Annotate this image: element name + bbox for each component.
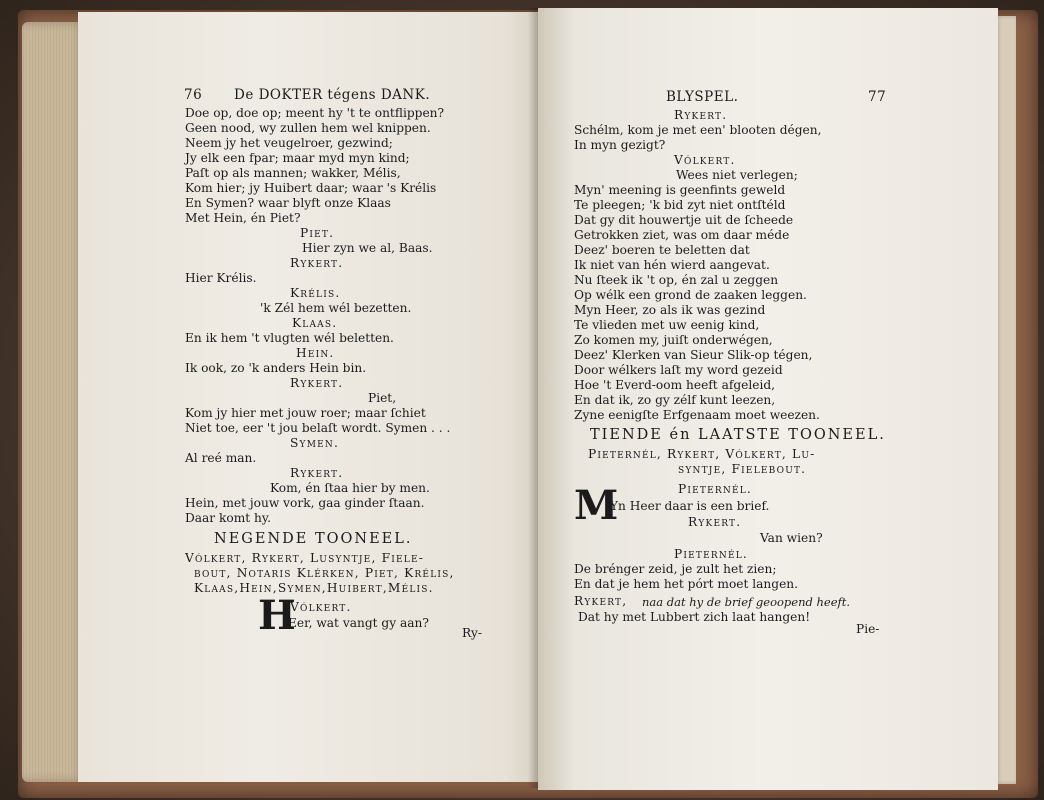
- speaker-name: Krélis.: [290, 286, 341, 300]
- speaker-name: Pieternél.: [674, 547, 748, 561]
- text-line: Deez' Klerken van Sieur Slik-op tégen,: [574, 348, 813, 362]
- text-line: Schélm, kom je met een' blooten dégen,: [574, 123, 822, 137]
- page-edges-left: [22, 22, 86, 782]
- text-line: En Symen? waar blyft onze Klaas: [185, 196, 391, 210]
- text-line: Deez' boeren te beletten dat: [574, 243, 750, 257]
- text-line: Hein, met jouw vork, gaa ginder ſtaan.: [185, 496, 425, 510]
- text-line: De brénger zeid, je zult het zien;: [574, 562, 777, 576]
- text-line: Getrokken ziet, was om daar méde: [574, 228, 790, 242]
- text-line: Door wélkers laſt my word gezeid: [574, 363, 783, 377]
- drop-cap: M: [574, 482, 619, 529]
- text-line: Myn' meening is geenfints geweld: [574, 183, 786, 197]
- text-line: Hier zyn we al, Baas.: [302, 241, 433, 255]
- text-line: Yn Heer daar is een brief.: [610, 499, 770, 513]
- cast-line: Klaas,Hein,Symen,Huibert,Mélis.: [194, 581, 434, 595]
- speaker-name: Rykert.: [688, 515, 742, 529]
- text-line: Kom hier; jy Huibert daar; waar 's Krélis: [185, 181, 437, 195]
- speaker-name: Vólkert.: [674, 153, 736, 167]
- text-line: Hoe 't Everd-oom heeft afgeleid,: [574, 378, 776, 392]
- left-page: [78, 12, 540, 782]
- left-page-number: 76: [184, 87, 203, 103]
- text-line: Myn Heer, zo als ik was gezind: [574, 303, 766, 317]
- text-line: Hier Krélis.: [185, 271, 257, 285]
- text-line: En dat je hem het pórt moet langen.: [574, 577, 799, 591]
- cast-line: syntje, Fielebout.: [678, 462, 807, 476]
- text-line: En dat ik, zo gy zélf kunt leezen,: [574, 393, 776, 407]
- cast-line: Pieternél, Rykert, Vólkert, Lu-: [588, 447, 816, 461]
- right-page-number: 77: [868, 89, 887, 105]
- text-line: Nu ſteek ik 't op, én zal u zeggen: [574, 273, 779, 287]
- speaker-name: Vólkert.: [290, 600, 352, 614]
- text-line: Neem jy het veugelroer, gezwind;: [185, 136, 393, 150]
- text-line: Daar komt hy.: [185, 511, 272, 525]
- text-line: 'k Zél hem wél bezetten.: [260, 301, 412, 315]
- text-line: Te pleegen; 'k bid zyt niet ontſtéld: [574, 198, 786, 212]
- drop-cap: H: [258, 592, 296, 639]
- speaker-name: Rykert.: [674, 108, 728, 122]
- left-running-head: De DOKTER tégens DANK.: [234, 87, 431, 103]
- text-line: Wees niet verlegen;: [676, 168, 798, 182]
- text-line: Geen nood, wy zullen hem wel knippen.: [185, 121, 431, 135]
- scene-heading: NEGENDE TOONEEL.: [214, 531, 413, 547]
- page-edges-right: [996, 16, 1016, 784]
- stage-direction: naa dat hy de brief geoopend heeft.: [642, 595, 851, 609]
- text-line: Op wélk een grond de zaaken leggen.: [574, 288, 807, 302]
- text-line: Dat gy dit houwertje uit de ſcheede: [574, 213, 794, 227]
- text-line: Van wien?: [760, 531, 823, 545]
- right-running-head: BLYSPEL.: [666, 89, 739, 105]
- right-page: [538, 8, 998, 790]
- cast-line: bout, Notaris Klérken, Piet, Krélis,: [194, 566, 455, 580]
- text-line: Ik niet van hén wierd aangevat.: [574, 258, 770, 272]
- text-line: Jy elk een fpar; maar myd myn kind;: [185, 151, 410, 165]
- text-line: Piet,: [368, 391, 397, 405]
- text-line: In myn gezigt?: [574, 138, 666, 152]
- text-line: Al reé man.: [185, 451, 257, 465]
- speaker-name: Rykert.: [290, 256, 344, 270]
- text-line: En ik hem 't vlugten wél beletten.: [185, 331, 394, 345]
- text-line: Doe op, doe op; meent hy 't te ontflippen?: [185, 106, 445, 120]
- cast-line: Vólkert, Rykert, Lusyntje, Fiele-: [185, 551, 425, 565]
- text-line: Niet toe, eer 't jou belaſt wordt. Symen . . .: [185, 421, 451, 435]
- speaker-name: Symen.: [290, 436, 340, 450]
- text-line: Ik ook, zo 'k anders Hein bin.: [185, 361, 367, 375]
- speaker-name: Klaas.: [292, 316, 338, 330]
- text-line: Te vlieden met uw eenig kind,: [574, 318, 760, 332]
- scene-heading: TIENDE én LAATSTE TOONEEL.: [590, 427, 886, 443]
- text-line: Dat hy met Lubbert zich laat hangen!: [578, 610, 811, 624]
- text-line: Met Hein, én Piet?: [185, 211, 301, 225]
- speaker-name: Piet.: [300, 226, 335, 240]
- speaker-name: Rykert.: [290, 376, 344, 390]
- catchword: Pie-: [856, 622, 880, 636]
- speaker-name: Rykert.: [290, 466, 344, 480]
- speaker-name: Pieternél.: [678, 482, 752, 496]
- speaker-name: Rykert,: [574, 594, 628, 608]
- text-line: Zo komen my, juiſt onderwégen,: [574, 333, 773, 347]
- text-line: Eer, wat vangt gy aan?: [288, 616, 429, 630]
- text-line: Kom jy hier met jouw roer; maar ſchiet: [185, 406, 426, 420]
- text-line: Kom, én ſtaa hier by men.: [270, 481, 430, 495]
- speaker-name: Hein.: [296, 346, 335, 360]
- text-line: Zyne eenigſte Erfgenaam moet weezen.: [574, 408, 820, 422]
- catchword: Ry-: [462, 626, 482, 640]
- text-line: Paſt op als mannen; wakker, Mélis,: [185, 166, 401, 180]
